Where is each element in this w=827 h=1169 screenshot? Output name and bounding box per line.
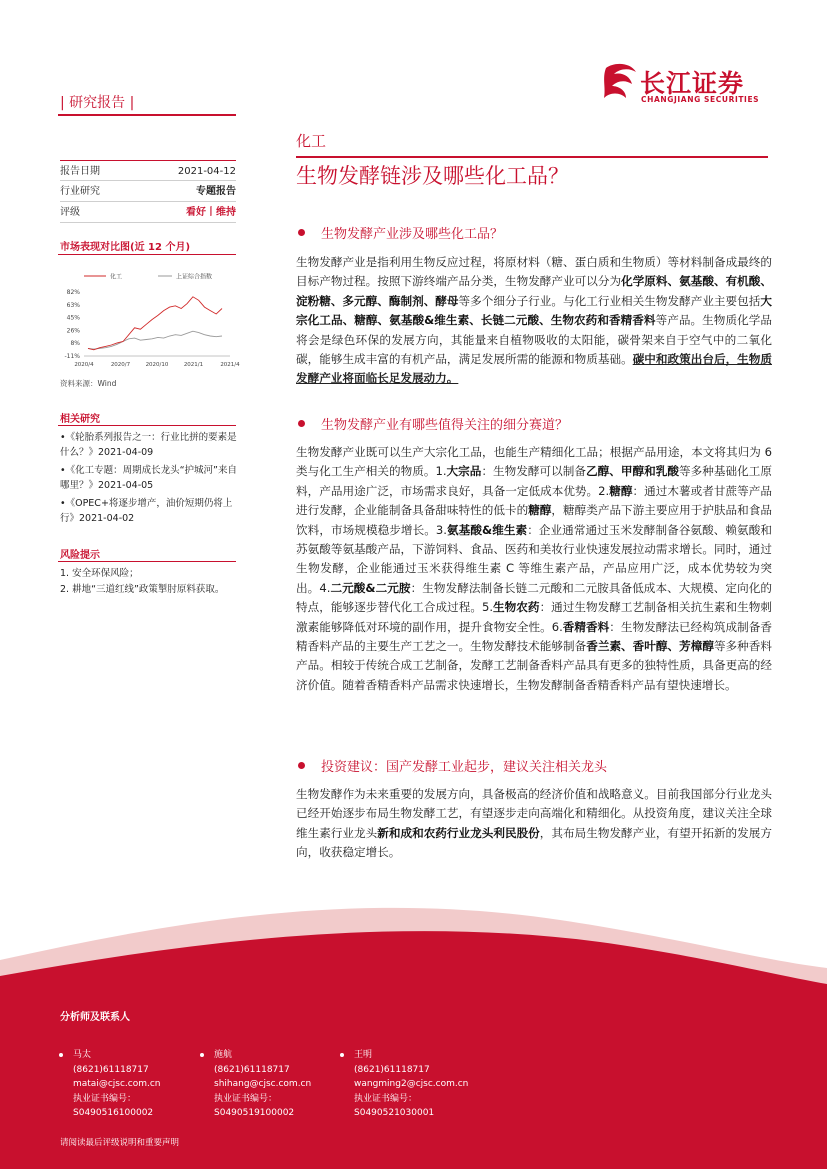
heading-text: 生物发酵产业涉及哪些化工品？ (321, 227, 504, 242)
meta-row-rating (60, 202, 236, 223)
risk-title: 风险提示 (60, 550, 100, 561)
text: ：生物发酵可以制备 (481, 464, 587, 479)
text: 等多种香料产品。相较于传统合成工艺制备，发酵工艺制备香料产品具有更多的独特性质，具备更高的经济价值。随着香精香料产品需求快速增长，生物发酵制备香精香料产品有望快速增长。 (296, 639, 772, 692)
text: 生物发酵产业是指利用生物反应过程，将原材料（糖、蛋白质和生物质）等材料制备成最终的目标产物过程。按照下游终端产品分类，生物发酵产业可以分为 (296, 255, 772, 289)
divider (58, 425, 236, 426)
contact-phone: (8621)61118717 (354, 1064, 430, 1075)
risk-item: 2. 耕地“三道红线”政策掣肘原料获取。 (60, 584, 225, 595)
legend-label-index: 上证综合指数 (176, 273, 213, 281)
report-type: | 研究报告 | (60, 95, 135, 111)
risk-list (60, 566, 238, 598)
divider (58, 561, 236, 562)
contact-email[interactable]: shihang@cjsc.com.cn (214, 1079, 312, 1090)
series-line (88, 331, 222, 349)
x-tick-label: 2020/10 (145, 362, 169, 368)
related-item[interactable]: •《化工专题：周期成长龙头“护城河”来自哪里？》2021-04-05 (60, 465, 237, 491)
divider (58, 254, 236, 255)
y-tick-label: 82% (66, 289, 80, 296)
brand-name: 长江证券 (640, 69, 745, 98)
meta-label: 评级 (60, 207, 80, 218)
cert-label: 执业证书编号： (354, 1093, 418, 1104)
x-tick-label: 2021/1 (183, 362, 204, 368)
bold-text: 大宗化工品、糖醇、氨基酸&维生素、长链二元酸、生物农药和香精香料 (296, 293, 772, 328)
legend-label-chem: 化工 (110, 273, 123, 281)
bold-text: 糖醇 (528, 503, 552, 518)
contact-phone: (8621)61118717 (73, 1064, 149, 1075)
name-text: 马太 (73, 1050, 92, 1060)
bullet-icon (298, 762, 305, 769)
section-heading-2 (296, 414, 568, 433)
bold-text: 生物农药 (493, 600, 540, 615)
x-tick-label: 2021/4 (220, 362, 240, 368)
bold-text: 化学原料、氨基酸、有机酸、淀粉糖、多元醇、酶制剂、酵母 (296, 274, 772, 308)
market-chart-title: 市场表现对比图(近 12 个月) (60, 242, 191, 253)
contact-name (214, 1048, 311, 1063)
meta-value: 专题报告 (196, 186, 236, 197)
divider (58, 114, 236, 116)
paragraph-1 (296, 253, 772, 389)
name-text: 王明 (354, 1050, 373, 1060)
heading-text: 投资建议：国产发酵工业起步，建议关注相关龙头 (321, 760, 608, 775)
contact-card (214, 1048, 311, 1121)
text: 等产品。生物质化学品将会是绿色环保的发展方向，其能量来自植物吸收的太阳能，碳骨架来自于空气中的二氧化碳，能够生成丰富的有机产品，满足发展所需的能源和物质基础。 (296, 313, 772, 367)
related-item[interactable]: •《轮胎系列报告之一：行业比拼的要素是什么？》2021-04-09 (60, 432, 237, 458)
text: ，糖醇类产品下游主要应用于护肤品和食品饮料，市场规模稳步增长。3. (296, 503, 772, 537)
cert-label: 执业证书编号： (73, 1093, 137, 1104)
related-item[interactable]: •《OPEC+将逐步增产，油价短期仍将上行》2021-04-02 (60, 498, 233, 524)
cert-number: S0490516100002 (73, 1108, 154, 1119)
contact-card (354, 1048, 468, 1121)
contact-email[interactable]: matai@cjsc.com.cn (73, 1079, 161, 1090)
brand-name-en: CHANGJIANG SECURITIES (641, 95, 760, 104)
related-title: 相关研究 (60, 414, 100, 425)
meta-value: 2021-04-12 (177, 166, 236, 177)
related-list (60, 430, 238, 526)
page-title: 生物发酵链涉及哪些化工品？ (296, 164, 569, 188)
text: ：通过生物发酵工艺制备相关抗生素和生物刺激素能够降低对环境的副作用，提升食物安全性。6. (296, 600, 772, 634)
bold-text: 氨基酸&维生素 (446, 522, 528, 537)
industry-label: 化工 (296, 132, 327, 150)
bold-text: 新和成和农药行业龙头利民股份 (377, 825, 540, 840)
text: ：企业通常通过玉米发酵制备谷氨酸、赖氨酸和苏氨酸等氨基酸产品，下游饲料、食品、医药和美妆行业快速发展拉动需求增长。同时，通过生物发酵，企业能通过玉米获得维生素 C 等维生素产品，产品应用广泛，成本优势较为突出。4. (296, 522, 772, 595)
x-tick-label: 2020/7 (110, 362, 131, 368)
bold-text: 大宗品 (446, 464, 482, 479)
chart-source: 资料来源：Wind (60, 379, 117, 388)
y-tick-label: 8% (70, 340, 80, 348)
disclaimer[interactable]: 请阅读最后评级说明和重要声明 (60, 1138, 180, 1148)
series-line (88, 297, 222, 350)
contact-card (73, 1048, 161, 1121)
meta-row-type (60, 181, 236, 202)
contact-name (354, 1048, 468, 1063)
bold-text: 乙醇、甲醇和乳酸 (586, 464, 680, 479)
meta-label: 行业研究 (60, 186, 100, 197)
underlined-text: 碳中和政策出台后，生物质发酵产业将面临长足发展动力。 (296, 352, 772, 386)
risk-item: 1. 安全环保风险； (60, 568, 139, 579)
contact-phone: (8621)61118717 (214, 1064, 290, 1075)
section-heading-1 (296, 223, 503, 242)
name-text: 施航 (214, 1050, 233, 1060)
bullet-icon (298, 420, 305, 427)
bullet-icon (298, 229, 305, 236)
paragraph-2 (296, 443, 772, 695)
cert-label: 执业证书编号： (214, 1093, 278, 1104)
divider (296, 156, 768, 158)
contacts-title: 分析师及联系人 (60, 1012, 130, 1023)
y-tick-label: 63% (66, 301, 80, 309)
market-chart (58, 262, 240, 374)
contact-email[interactable]: wangming2@cjsc.com.cn (354, 1079, 469, 1090)
text: 生物发酵产业既可以生产大宗化工品，也能生产精细化工品；根据产品用途，本文将其归为 6 类与化工生产相关的物质。1. (296, 445, 772, 479)
text: ：生物发酵法制备长链二元酸和二元胺具备低成本、大规模、定向化的特点，能够逐步替代化工合成过程。5. (296, 580, 772, 615)
paragraph-3 (296, 785, 772, 863)
x-tick-label: 2020/4 (74, 362, 94, 368)
meta-row-date (60, 160, 236, 181)
heading-text: 生物发酵产业有哪些值得关注的细分赛道？ (321, 418, 569, 433)
cert-number: S0490519100002 (214, 1108, 295, 1119)
text: ，其布局生物发酵产业，有望开拓新的发展方向，收获稳定增长。 (296, 825, 772, 860)
report-meta (60, 160, 236, 223)
contact-name (73, 1048, 161, 1063)
bold-text: 香兰素、香叶醇、芳樟醇 (586, 639, 714, 654)
rating-value: 看好丨维持 (186, 207, 236, 218)
text: 生物发酵作为未来重要的发展方向，具备极高的经济价值和战略意义。目前我国部分行业龙头已经开始逐步布局生物发酵工艺，有望逐步走向高端化和精细化。从投资角度，建议关注全球维生素行业龙头 (296, 787, 772, 840)
bold-text: 糖醇 (609, 483, 633, 498)
section-heading-3 (296, 756, 607, 775)
text: 等多个细分子行业。与化工行业相关生物发酵产业主要包括 (458, 293, 761, 308)
text: ：通过木薯或者甘蔗等产品进行发酵，企业能制备具备甜味特性的低卡的 (296, 483, 772, 518)
bold-text: 香精香料 (562, 619, 610, 634)
y-tick-label: 26% (66, 327, 80, 335)
footer-wave-background (0, 900, 827, 1169)
meta-label: 报告日期 (60, 166, 100, 177)
y-tick-label: -11% (64, 353, 80, 360)
y-tick-label: 45% (66, 314, 80, 322)
bold-text: 二元酸&二元胺 (330, 580, 411, 595)
text: 等多种基础化工原料，产品用途广泛，市场需求良好，具备一定低成本优势。2. (296, 464, 772, 498)
text: ：生物发酵法已经构筑成制备香精香料产品的主要生产工艺之一。生物发酵技术能够制备 (296, 619, 772, 654)
cert-number: S0490521030001 (354, 1108, 435, 1119)
